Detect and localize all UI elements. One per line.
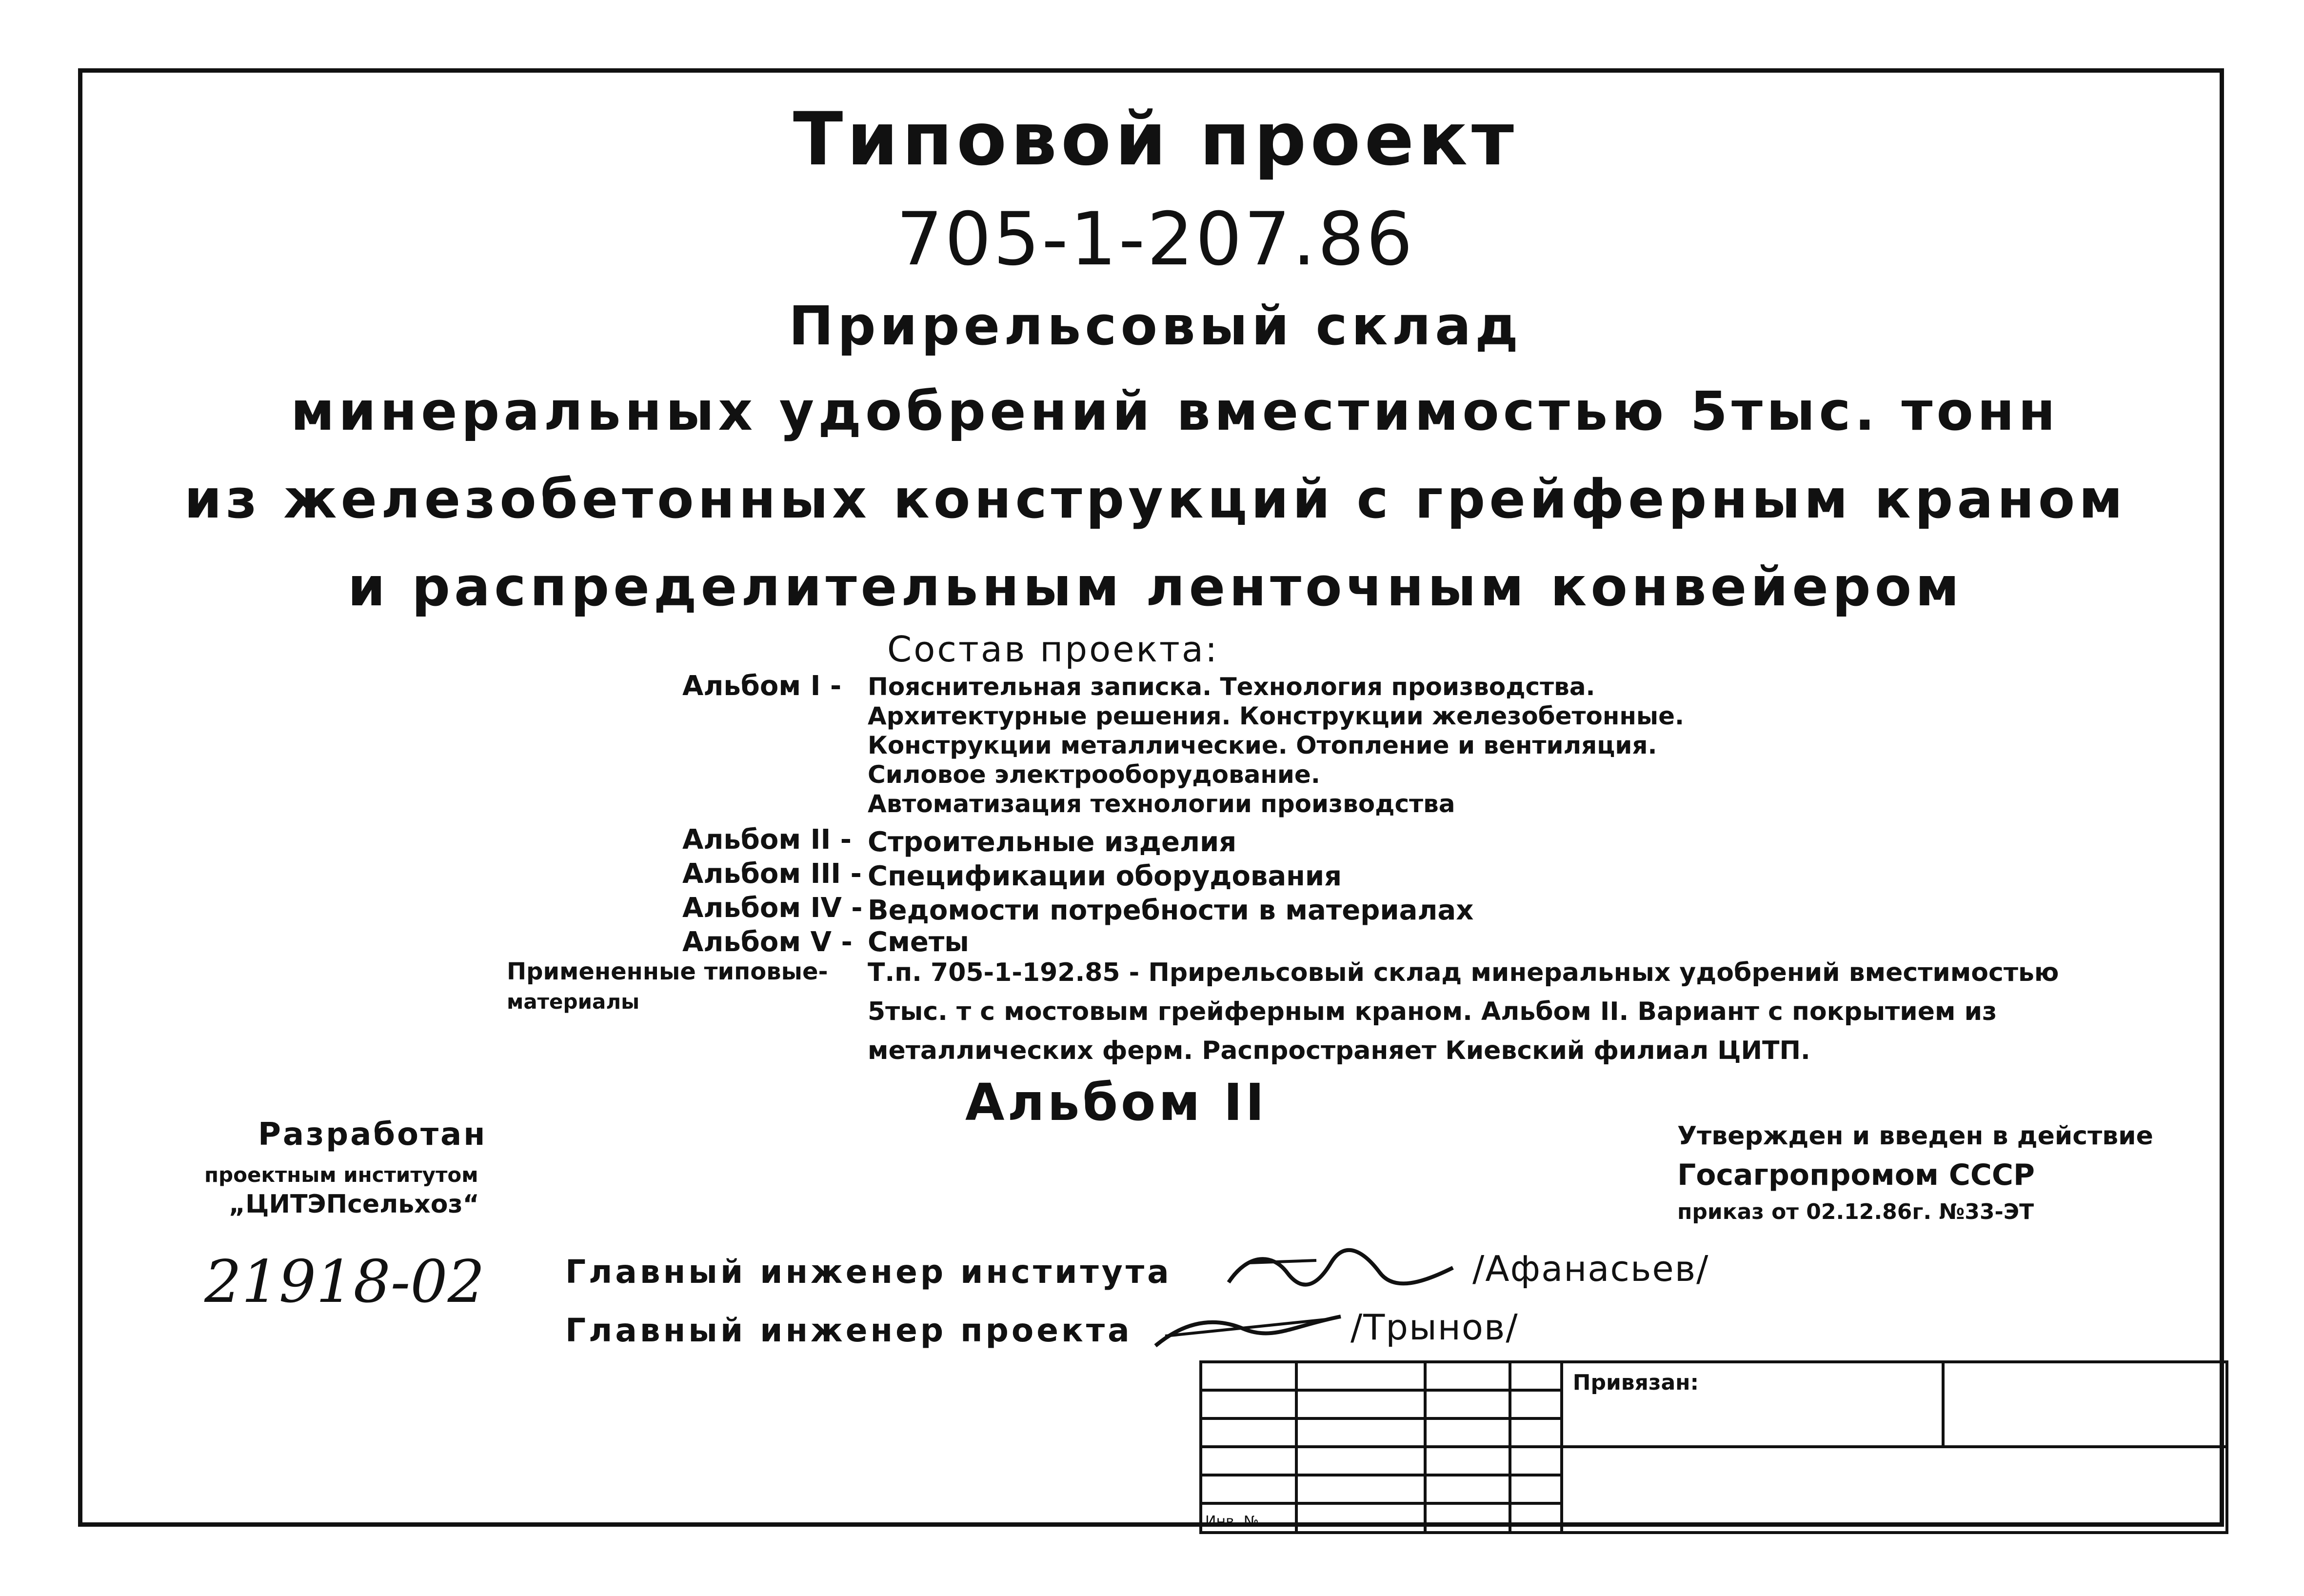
title-block-stamp [1199,1360,2228,1534]
current-album: Альбом II [965,1073,1268,1132]
handwritten-number: 21918-02 [204,1248,485,1316]
album-1-line-3: Конструкции металлические. Отопление и вентиляция. [868,731,1657,759]
stamp-inv-label: Инв. № [1205,1513,1259,1530]
album-5-label: Альбом V - [682,926,853,958]
applied-label-1: Примененные типовые- [507,958,828,985]
album-1-line-4: Силовое электрооборудование. [868,760,1320,789]
signature-role-2: Главный инженер проекта [565,1312,1132,1349]
album-2-line: Строительные изделия [868,826,1237,858]
developed-line-2: проектным институтом [204,1163,478,1187]
signature-scribble-1 [1219,1243,1463,1297]
album-3-label: Альбом III - [682,858,862,890]
signature-name-1: /Афанасьев/ [1472,1248,1709,1289]
developed-line-1: Разработан [258,1117,487,1153]
album-4-line: Ведомости потребности в материалах [868,895,1474,926]
approved-line-1: Утвержден и введен в действие [1677,1121,2153,1151]
developed-line-3: „ЦИТЭПсельхоз“ [229,1190,479,1219]
composition-title: Состав проекта: [887,629,1219,670]
album-1-line-1: Пояснительная записка. Технология производства. [868,673,1595,701]
signature-scribble-2 [1146,1302,1351,1356]
heading-line-3: из железобетонных конструкций с грейферным краном [184,468,2127,530]
album-1-label: Альбом I - [682,670,842,702]
signature-name-2: /Трынов/ [1351,1307,1519,1348]
project-number: 705-1-207.86 [896,197,1415,282]
applied-line-1: Т.п. 705-1-192.85 - Прирельсовый склад минеральных удобрений вместимостью [868,958,2059,987]
stamp-bound-cell [1562,1362,1944,1447]
album-4-label: Альбом IV - [682,892,863,924]
heading-line-4: и распределительным ленточным конвейером [347,556,1964,618]
heading-line-1: Прирельсовый склад [788,295,1523,357]
album-5-line: Сметы [868,926,969,958]
album-3-line: Спецификации оборудования [868,860,1342,892]
drawing-frame [78,68,2224,1530]
signature-role-1: Главный инженер института [565,1253,1172,1291]
heading-line-2: минеральных удобрений вместимостью 5тыс. тонн [291,380,2059,442]
applied-label-2: материалы [507,990,640,1014]
album-1-line-5: Автоматизация технологии производства [868,790,1455,818]
document-title: Типовой проект [793,97,1518,182]
applied-line-2: 5тыс. т с мостовым грейферным краном. Альбом II. Вариант с покрытием из [868,997,1997,1026]
approved-line-2: Госагропромом СССР [1677,1158,2035,1192]
album-2-label: Альбом II - [682,824,852,856]
applied-line-3: металлических ферм. Распространяет Киевский филиал ЦИТП. [868,1036,1810,1065]
stamp-inv-cell [1201,1503,1296,1533]
approved-line-3: приказ от 02.12.86г. №33-ЭТ [1677,1199,2034,1224]
stamp-bound-label: Привязан: [1572,1370,1699,1395]
album-1-line-2: Архитектурные решения. Конструкции железобетонные. [868,702,1685,730]
